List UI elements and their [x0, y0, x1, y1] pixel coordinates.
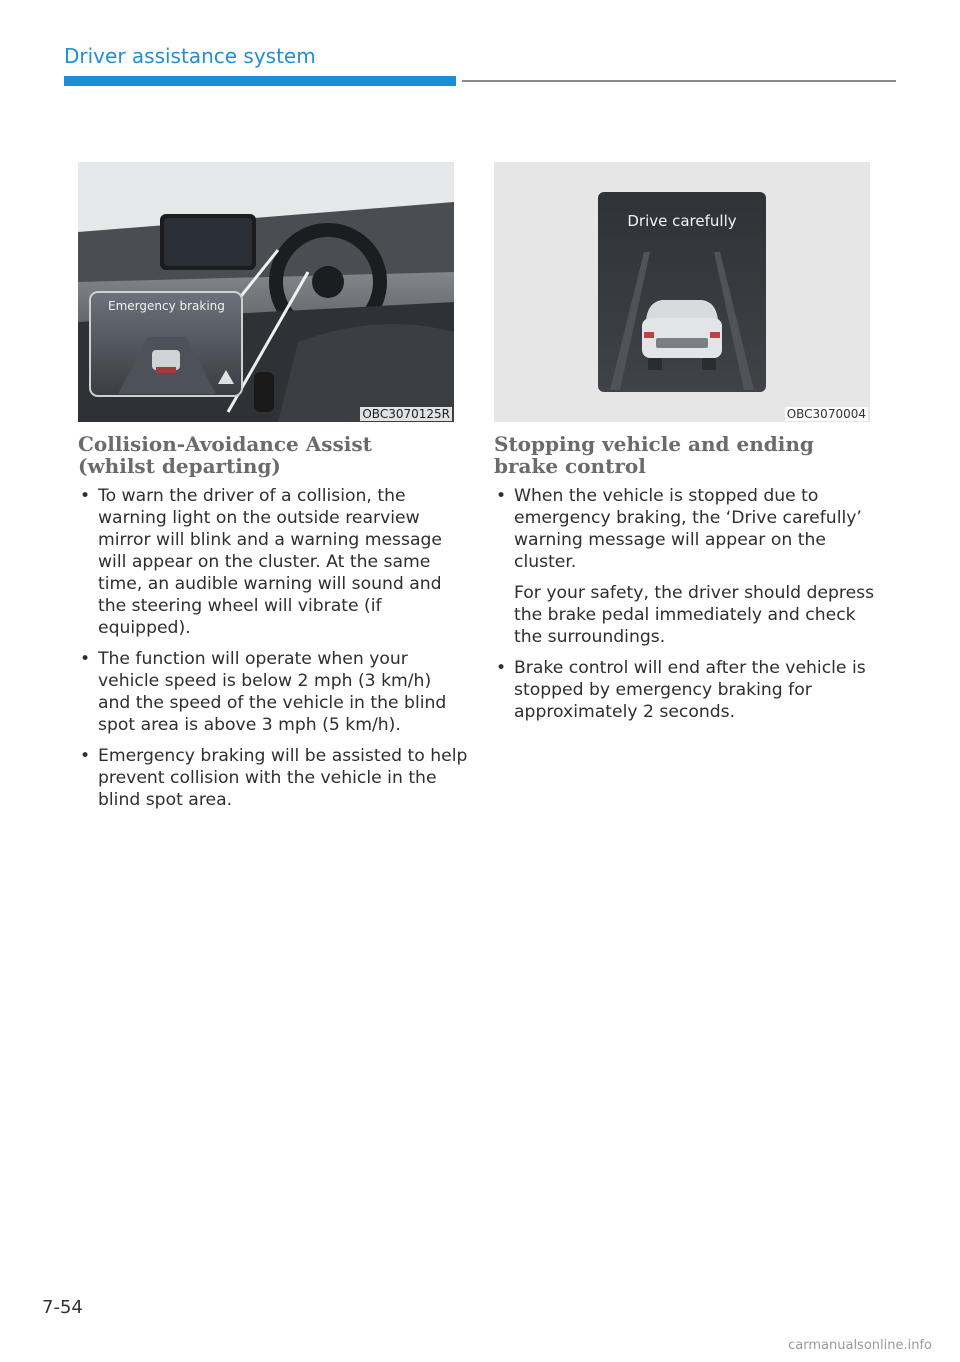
- watermark: carmanualsonline.info: [788, 1338, 932, 1353]
- cluster-display-illustration: [494, 162, 870, 422]
- emergency-braking-label: Emergency braking: [108, 299, 225, 313]
- figure-car-interior: [78, 162, 454, 422]
- figure-code-right: OBC3070004: [786, 407, 866, 421]
- list-item: • The function will operate when your vehicle speed is below 2 mph (3 km/h) and the speed of the vehicle in the blind spot area is above 3 mph (5 km/h).: [80, 649, 447, 735]
- header-rule-accent: [64, 76, 456, 86]
- section-heading-collision-avoidance: Collision-Avoidance Assist (whilst departing): [78, 432, 372, 478]
- header-rule: [462, 80, 896, 82]
- header-title: Driver assistance system: [64, 44, 316, 68]
- left-column: [78, 485, 468, 820]
- list-item: • To warn the driver of a collision, the warning light on the outside rearview mirror will blink and a warning message will appear on the cluster. At the same time, an audible warning will sound and the steering wheel will vibrate (if equipped).: [80, 486, 442, 638]
- figure-code-left: OBC3070125R: [362, 407, 450, 421]
- figure-cluster-display: [494, 162, 870, 422]
- section-heading-stopping-vehicle: Stopping vehicle and ending brake control: [494, 432, 814, 478]
- drive-carefully-message: Drive carefully: [627, 212, 737, 230]
- safety-note: For your safety, the driver should depress the brake pedal immediately and check the surroundings.: [514, 583, 875, 647]
- car-interior-illustration: [78, 162, 454, 422]
- list-item: • Brake control will end after the vehicle is stopped by emergency braking for approximately 2 seconds.: [496, 658, 866, 722]
- left-bullet-list: [78, 485, 468, 811]
- right-bullet-list: [494, 485, 884, 723]
- list-item: • When the vehicle is stopped due to emergency braking, the ‘Drive carefully’ warning message will appear on the cluster. For your safety, the driver should depress the brake pedal immediately and check the surroundings.: [494, 485, 884, 648]
- page-number: 7-54: [42, 1297, 83, 1318]
- list-item: • Emergency braking will be assisted to help prevent collision with the vehicle in the blind spot area.: [80, 746, 468, 810]
- right-column: [494, 485, 884, 732]
